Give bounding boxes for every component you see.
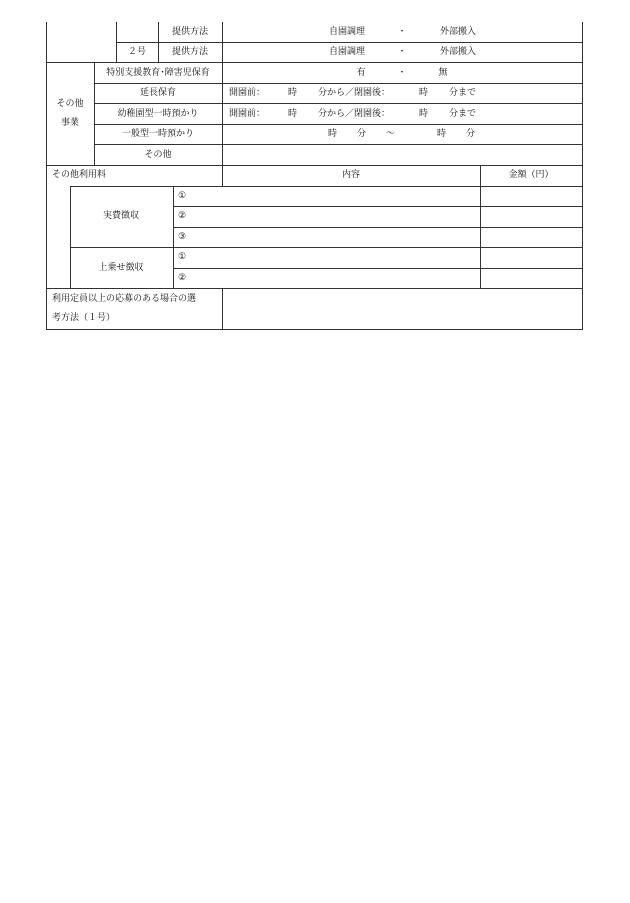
kindergarten-before: 開園前： xyxy=(229,109,266,119)
provision-2-label: 提供方法 xyxy=(171,47,209,57)
extended-until: 分まで xyxy=(449,88,477,98)
rule xyxy=(70,247,583,248)
kindergarten-from: 分から／閉園後： xyxy=(318,109,391,119)
provision-2-option-external: 外部搬入 xyxy=(439,47,477,57)
rule xyxy=(173,186,174,289)
rule xyxy=(94,103,583,104)
rule xyxy=(94,124,583,125)
other-label: その他 xyxy=(144,150,172,160)
selection-label-line-2: 考方法（１号） xyxy=(52,313,116,323)
provision-dot: ・ xyxy=(397,27,407,37)
actual-item-2: ② xyxy=(178,211,187,221)
fees-header-amount: 金額（円） xyxy=(508,170,554,180)
extended-from: 分から／閉園後： xyxy=(318,88,391,98)
other-business-label-2: 事業 xyxy=(60,118,80,128)
surcharge-label: 上乗せ徴収 xyxy=(98,263,144,273)
rule xyxy=(70,186,71,289)
special-support-label: 特別支援教育･障害児保育 xyxy=(106,68,210,78)
provision-2-option-self: 自園調理 xyxy=(328,47,366,57)
kindergarten-until: 分まで xyxy=(449,109,477,119)
rule xyxy=(116,42,583,43)
grade-2-label: ２号 xyxy=(127,47,147,57)
rule xyxy=(480,165,481,289)
surcharge-item-2: ② xyxy=(178,273,187,283)
general-min-2: 分 xyxy=(466,129,476,139)
rule xyxy=(46,329,583,330)
fees-header-content: 内容 xyxy=(341,170,361,180)
general-temp-label: 一般型一時預かり xyxy=(121,129,195,139)
kindergarten-temp-label: 幼稚園型一時預かり xyxy=(117,109,199,119)
kindergarten-hour-2: 時 xyxy=(419,109,429,119)
provision-2-dot: ・ xyxy=(397,47,407,57)
rule xyxy=(222,165,223,187)
actual-item-1: ① xyxy=(178,191,187,201)
rule xyxy=(222,288,223,330)
general-hour-1: 時 xyxy=(328,129,338,139)
provision-option-external: 外部搬入 xyxy=(439,27,477,37)
rule xyxy=(582,22,583,330)
actual-item-3: ③ xyxy=(178,232,187,242)
extended-hour-1: 時 xyxy=(288,88,298,98)
other-business-label-1: その他 xyxy=(56,99,84,109)
rule xyxy=(46,22,47,330)
rule xyxy=(222,22,223,166)
rule xyxy=(173,268,583,269)
rule xyxy=(173,206,583,207)
rule xyxy=(158,22,159,63)
extended-care-label: 延長保育 xyxy=(139,88,177,98)
selection-label-line-1: 利用定員以上の応募のある場合の選 xyxy=(52,294,197,304)
rule xyxy=(94,62,95,166)
general-hour-2: 時 xyxy=(437,129,447,139)
rule xyxy=(94,83,583,84)
special-support-dot: ・ xyxy=(397,68,407,78)
provision-option-self: 自園調理 xyxy=(328,27,366,37)
rule xyxy=(173,227,583,228)
rule xyxy=(116,22,117,63)
kindergarten-hour-1: 時 xyxy=(288,109,298,119)
special-support-yes: 有 xyxy=(356,68,366,78)
rule xyxy=(46,62,583,63)
rule xyxy=(46,165,583,166)
special-support-no: 無 xyxy=(438,68,448,78)
rule xyxy=(70,186,583,187)
rule xyxy=(94,144,583,145)
extended-before: 開園前： xyxy=(229,88,266,98)
rule xyxy=(46,288,583,289)
provision-label: 提供方法 xyxy=(171,27,209,37)
fees-header-label: その他利用料 xyxy=(52,170,107,180)
general-tilde: ～ xyxy=(386,129,396,139)
actual-cost-label: 実費徴収 xyxy=(102,211,140,221)
general-min-1: 分 xyxy=(357,129,367,139)
surcharge-item-1: ① xyxy=(178,252,187,262)
extended-hour-2: 時 xyxy=(419,88,429,98)
